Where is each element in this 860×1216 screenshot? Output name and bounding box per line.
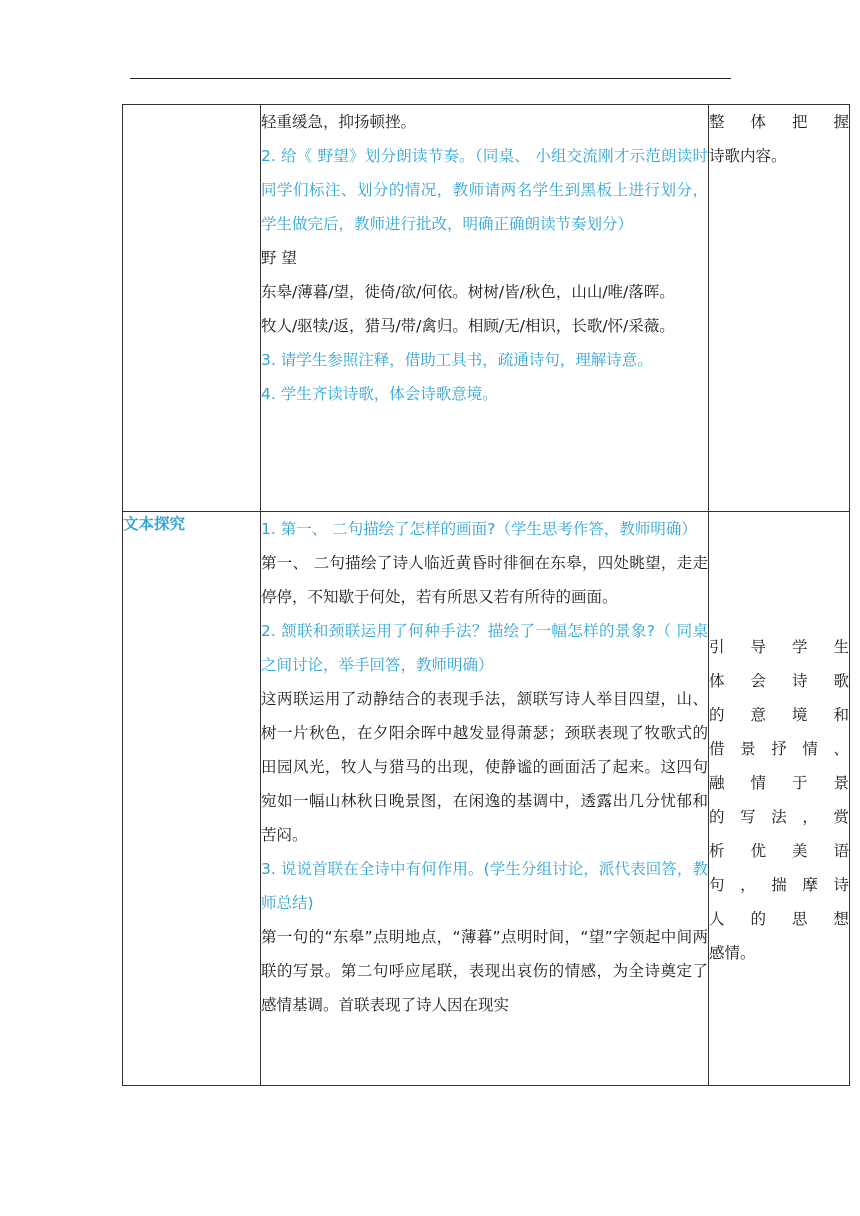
activity-paragraph: 第一句的“东皋”点明地点，“薄暮”点明时间，“望”字领起中间两联的写景。第二句呼应尾联，表现出哀伤的情感，为全诗奠定了感情基调。首联表现了诗人因在现实: [261, 928, 708, 1014]
purpose-line: 诗歌内容。: [709, 147, 787, 165]
purpose-line: 句，揣摩诗: [709, 876, 849, 894]
purpose-line: 借景抒情、: [709, 740, 849, 758]
activity-paragraph: 轻重缓急，抑扬顿挫。: [261, 113, 417, 131]
purpose-line: 析优美语: [709, 842, 849, 860]
purpose-line: 感情。: [709, 944, 756, 962]
activity-paragraph: 第一、 二句描绘了诗人临近黄昏时徘徊在东皋，四处眺望，走走停停，不知歇于何处，若有所思又若有所待的画面。: [261, 554, 708, 606]
lesson-plan-table: [122, 104, 850, 1086]
purpose-line: 融情于景: [709, 774, 849, 792]
section-label-cell: [123, 105, 261, 512]
purpose-line: 的写法，赏: [709, 808, 849, 826]
purpose-cell: [709, 512, 850, 1086]
table-row: [123, 105, 850, 512]
activity-paragraph: 2. 给《 野望》划分朗读节奏。（同桌、 小组交流刚才示范朗读时同学们标注、划分的情况，教师请两名学生到黑板上进行划分，学生做完后，教师进行批改，明确正确朗读节奏划分）: [261, 147, 708, 233]
purpose-line: 引导学生: [709, 638, 849, 656]
activity-cell: [261, 512, 709, 1086]
activity-paragraph: 3. 请学生参照注释，借助工具书，疏通诗句，理解诗意。: [261, 351, 653, 369]
activity-paragraph: 2. 颔联和颈联运用了何种手法？描绘了一幅怎样的景象?（ 同桌之间讨论，举手回答，教师明确）: [261, 622, 708, 674]
activity-paragraph: 这两联运用了动静结合的表现手法，颔联写诗人举目四望，山、树一片秋色，在夕阳余晖中越发显得萧瑟；颈联表现了牧歌式的田园风光，牧人与猎马的出现，使静谧的画面活了起来。这四句宛如一幅山林秋日晚景图，在闲逸的基调中，透露出几分忧郁和苦闷。: [261, 690, 708, 844]
activity-paragraph: 4. 学生齐读诗歌，体会诗歌意境。: [261, 385, 498, 403]
purpose-line: 体会诗歌: [709, 672, 849, 690]
activity-paragraph: 牧人/驱犊/返，猎马/带/禽归。相顾/无/相识，长歌/怀/采薇。: [261, 317, 675, 335]
activity-cell: [261, 105, 709, 512]
section-label-cell: [123, 512, 261, 1086]
purpose-line: 的意境和: [709, 706, 849, 724]
activity-paragraph: 东皋/薄暮/望，徙倚/欲/何依。树树/皆/秋色，山山/唯/落晖。: [261, 283, 675, 301]
activity-paragraph: 3. 说说首联在全诗中有何作用。(学生分组讨论，派代表回答，教师总结): [261, 860, 708, 912]
table-row: [123, 512, 850, 1086]
header-rule: [130, 78, 731, 79]
purpose-line: 整体把握: [709, 113, 849, 131]
activity-paragraph: 野 望: [261, 249, 297, 267]
section-label: 文本探究: [123, 515, 186, 533]
purpose-cell: [709, 105, 850, 512]
purpose-line: 人的思想: [709, 910, 849, 928]
activity-paragraph: 1. 第一、 二句描绘了怎样的画面?（学生思考作答，教师明确）: [261, 520, 697, 538]
